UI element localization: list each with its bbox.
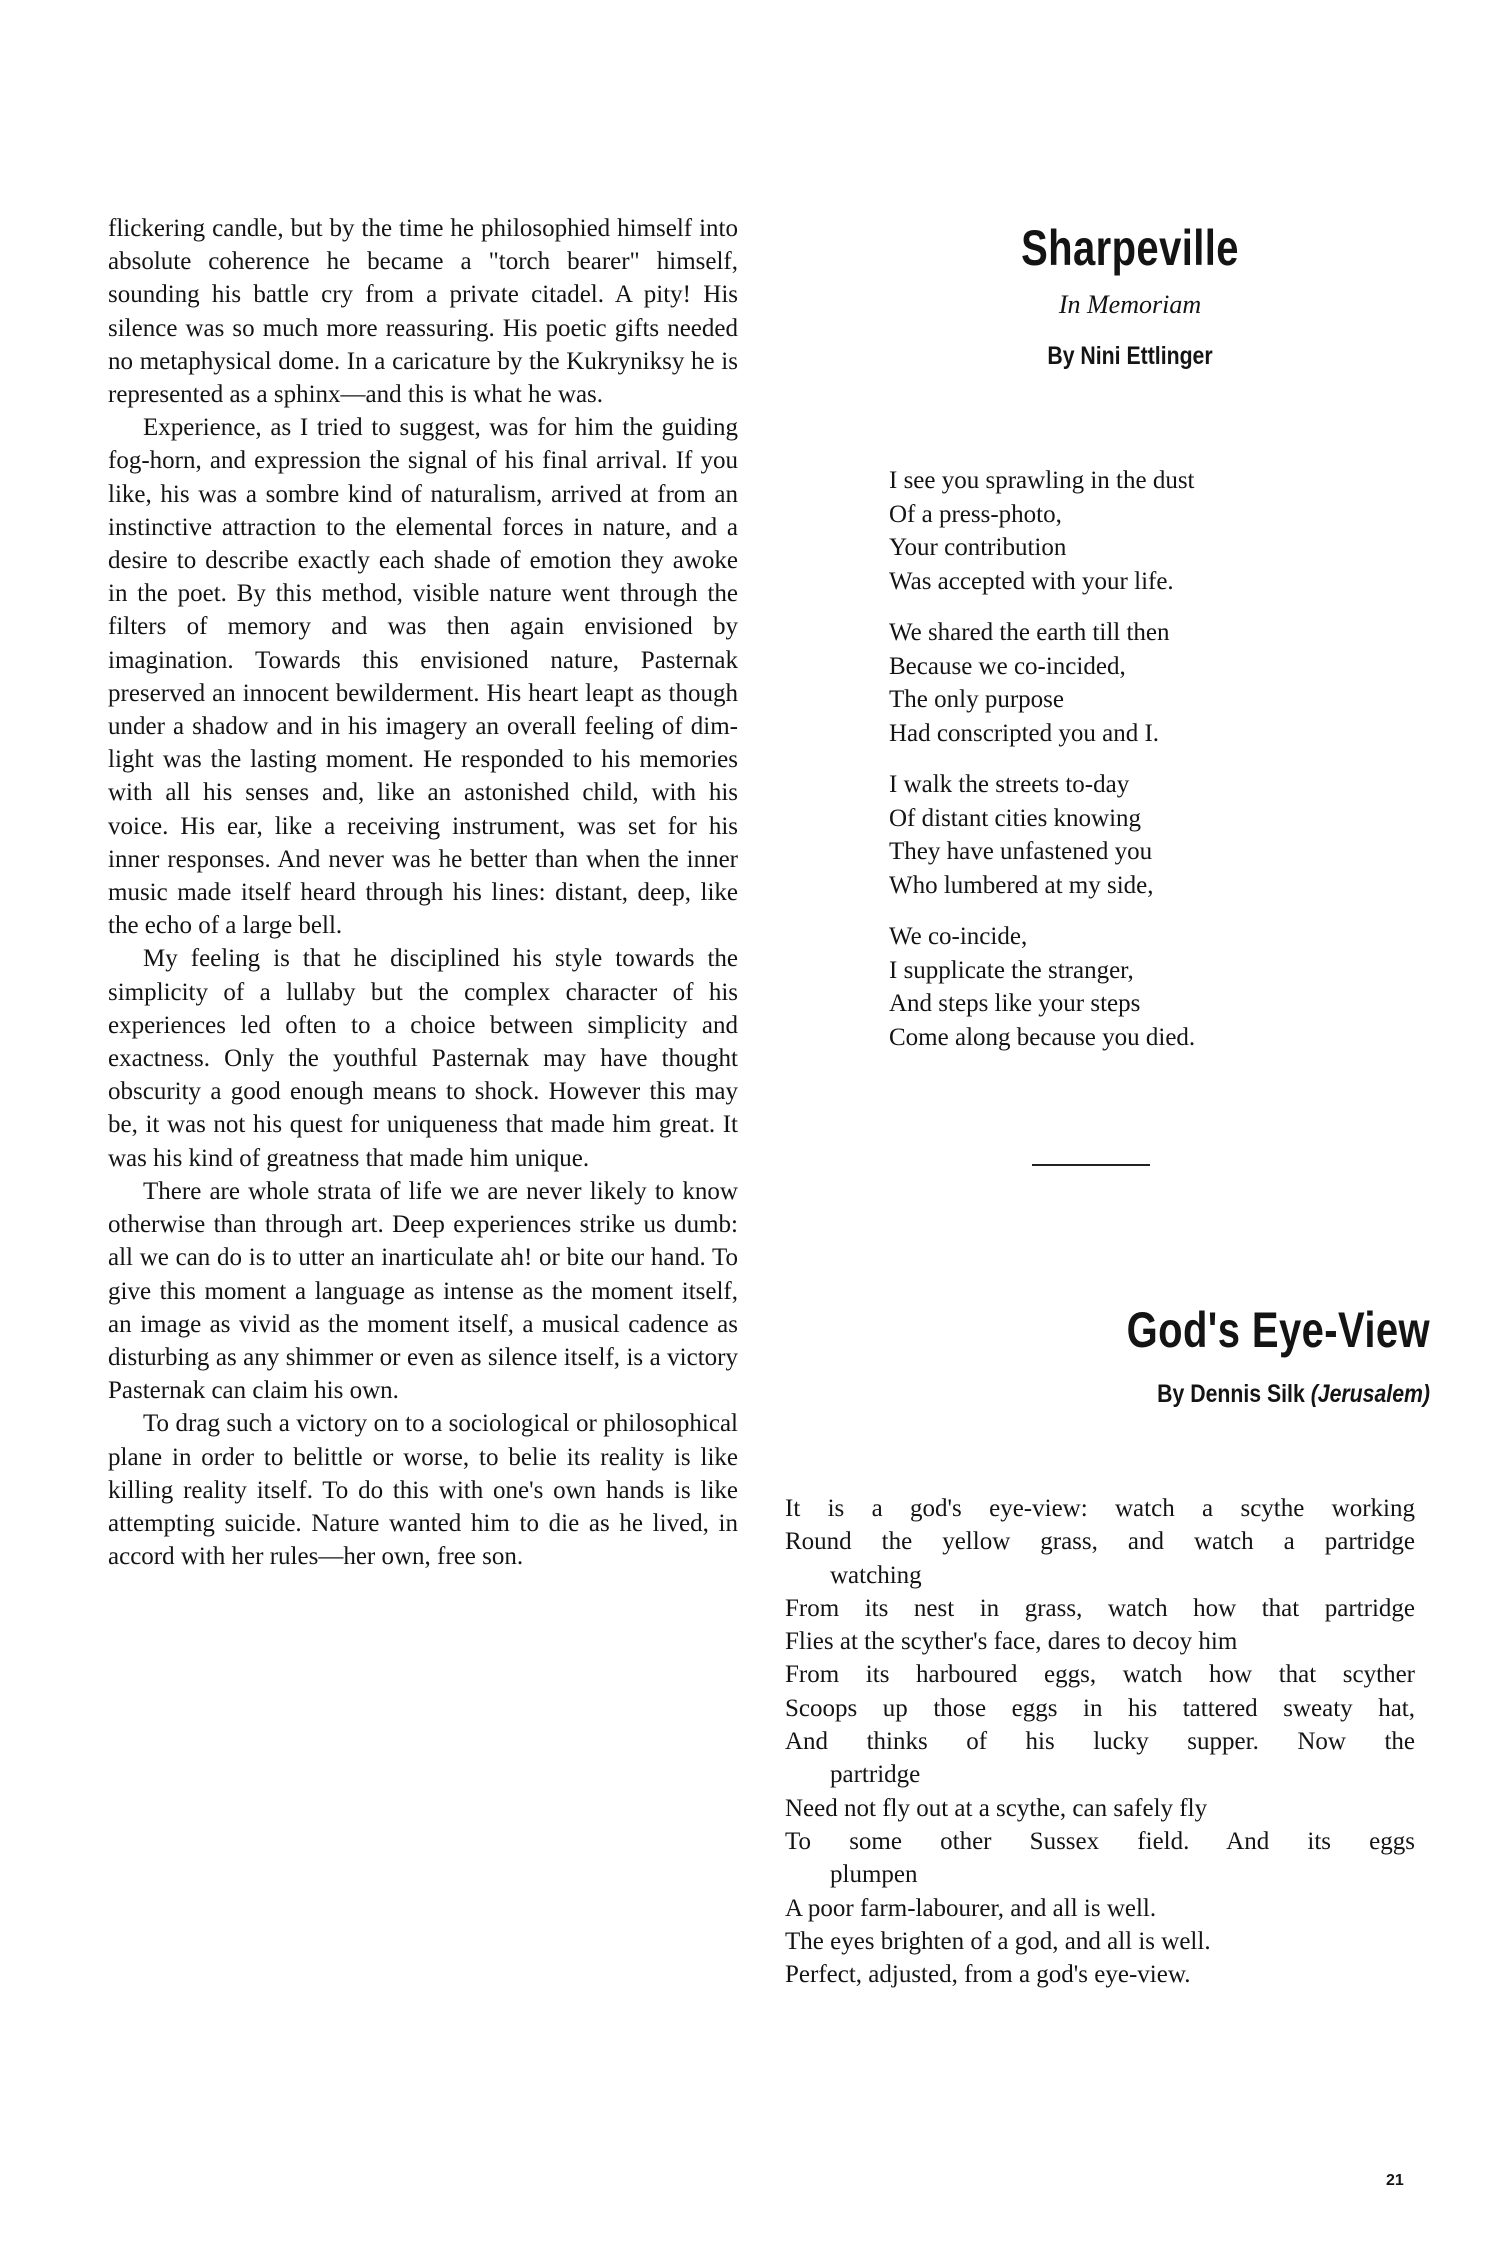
poem-line: They have unfastened you xyxy=(889,838,1153,865)
poem-line: partridge xyxy=(830,1761,921,1789)
poem-line: Perfect, adjusted, from a god's eye-view. xyxy=(785,1961,1191,1989)
poem-line: Scoops up those eggs in his tattered sweaty hat, xyxy=(785,1694,1415,1722)
poem-line: Come along because you died. xyxy=(889,1023,1196,1051)
poem-line: Of a press-photo, xyxy=(889,500,1062,528)
poem-line: And steps like your steps xyxy=(889,990,1141,1017)
poem-line: It is a god's eye-view: watch a scythe working xyxy=(785,1495,1415,1522)
poem-line: The eyes brighten of a god, and all is well. xyxy=(785,1927,1211,1955)
poem-subtitle: In Memoriam xyxy=(1058,290,1202,319)
poem-line: We co-incide, xyxy=(889,923,1028,950)
article-paragraph: My feeling is that he disciplined his style towards the simplicity of a lullaby but the complex character of his experiences led often to a choice between simplicity and exactness. Only the youthful Pasternak may have thought obscurity a good enough means to shock. However this may be, it was not his quest for uniqueness that made him great. It was his kind of greatness that made him unique. xyxy=(108,945,738,1172)
poem-line: Had conscripted you and I. xyxy=(889,719,1160,747)
poem-line: Your contribution xyxy=(889,534,1067,561)
poem-title: Sharpeville xyxy=(1021,220,1239,276)
poem-line: And thinks of his lucky supper. Now the xyxy=(785,1728,1415,1756)
poem-line: Round the yellow grass, and watch a partridge xyxy=(785,1528,1415,1556)
poem-line: We shared the earth till then xyxy=(889,619,1170,646)
poem-line: Need not fly out at a scythe, can safely fly xyxy=(785,1794,1208,1822)
poem-body-sharpeville xyxy=(889,464,1309,1072)
poem-line: watching xyxy=(830,1561,922,1589)
poem-stanza xyxy=(889,464,1309,598)
poem-line: From its nest in grass, watch how that partridge xyxy=(785,1594,1415,1622)
byline-place: (Jerusalem) xyxy=(1310,1380,1430,1408)
poem-body-gods-eye-view xyxy=(785,1492,1415,1991)
article-column xyxy=(108,212,738,1573)
poem-line: The only purpose xyxy=(889,686,1064,713)
poem-line: Was accepted with your life. xyxy=(889,567,1174,595)
poem-byline xyxy=(1065,1380,1431,1409)
article-paragraph: To drag such a victory on to a sociological or philosophical plane in order to belittle or worse, to belie its reality is like killing reality itself. To do this with one's own hands is like attempting suicide. Nature wanted him to die as he lived, in accord with her rules—her own, free son. xyxy=(108,1410,738,1571)
poem-stanza xyxy=(889,616,1309,750)
poem-line: Flies at the scyther's face, dares to decoy him xyxy=(785,1628,1238,1656)
poem-title: God's Eye-View xyxy=(1126,1302,1430,1358)
poem-line: Who lumbered at my side, xyxy=(889,871,1154,899)
poem-header-sharpeville xyxy=(880,218,1380,371)
section-divider xyxy=(1032,1164,1150,1166)
byline-author: By Dennis Silk xyxy=(1157,1380,1305,1408)
poem-line: I see you sprawling in the dust xyxy=(889,467,1195,494)
poem-header-gods-eye-view xyxy=(1000,1300,1430,1409)
poem-line: From its harboured eggs, watch how that scyther xyxy=(785,1661,1415,1689)
poem-byline: By Nini Ettlinger xyxy=(1047,342,1213,370)
poem-stanza xyxy=(889,920,1309,1054)
poem-line: To some other Sussex field. And its eggs xyxy=(785,1827,1415,1855)
poem-line: plumpen xyxy=(830,1861,918,1889)
poem-line: I supplicate the stranger, xyxy=(889,956,1134,984)
page-number: 21 xyxy=(1386,2172,1404,2189)
article-paragraph: flickering candle, but by the time he philosophied himself into absolute coherence he became a "torch bearer" himself, sounding his battle cry from a private citadel. A pity! His silence was so much more reassuring. His poetic gifts needed no metaphysical dome. In a caricature by the Kukryniksy he is represented as a sphinx—and this is what he was. xyxy=(108,215,738,409)
poem-line: A poor farm-labourer, and all is well. xyxy=(785,1894,1157,1922)
poem-line: Because we co-incided, xyxy=(889,652,1126,680)
poem-line: I walk the streets to-day xyxy=(889,771,1130,798)
article-paragraph: Experience, as I tried to suggest, was for him the guiding fog-horn, and expression the signal of his final arrival. If you like, his was a sombre kind of naturalism, arrived at from an instinctive attraction to the elemental forces in nature, and a desire to describe exactly each shade of emotion they awoke in the poet. By this method, visible nature went through the filters of memory and was then again envisioned by imagination. Towards this envisioned nature, Pasternak preserved an innocent bewilderment. His heart leapt as though under a shadow and in his imagery an overall feeling of dim-light was the lasting moment. He responded to his memories with all his senses and, like an astonished child, with his voice. His ear, like a receiving instrument, was set for his inner responses. And never was he better than when the inner music made itself heard through his lines: distant, deep, like the echo of a large bell. xyxy=(108,414,738,940)
poem-line: Of distant cities knowing xyxy=(889,804,1142,832)
poem-stanza xyxy=(889,768,1309,902)
article-paragraph: There are whole strata of life we are never likely to know otherwise than through art. Deep experiences strike us dumb: all we can do is to utter an inarticulate ah! or bite our hand. To give this moment a language as intense as the moment itself, an image as vivid as the moment itself, a musical cadence as disturbing as any shimmer or even as silence itself, is a victory Pasternak can claim his own. xyxy=(108,1177,738,1405)
